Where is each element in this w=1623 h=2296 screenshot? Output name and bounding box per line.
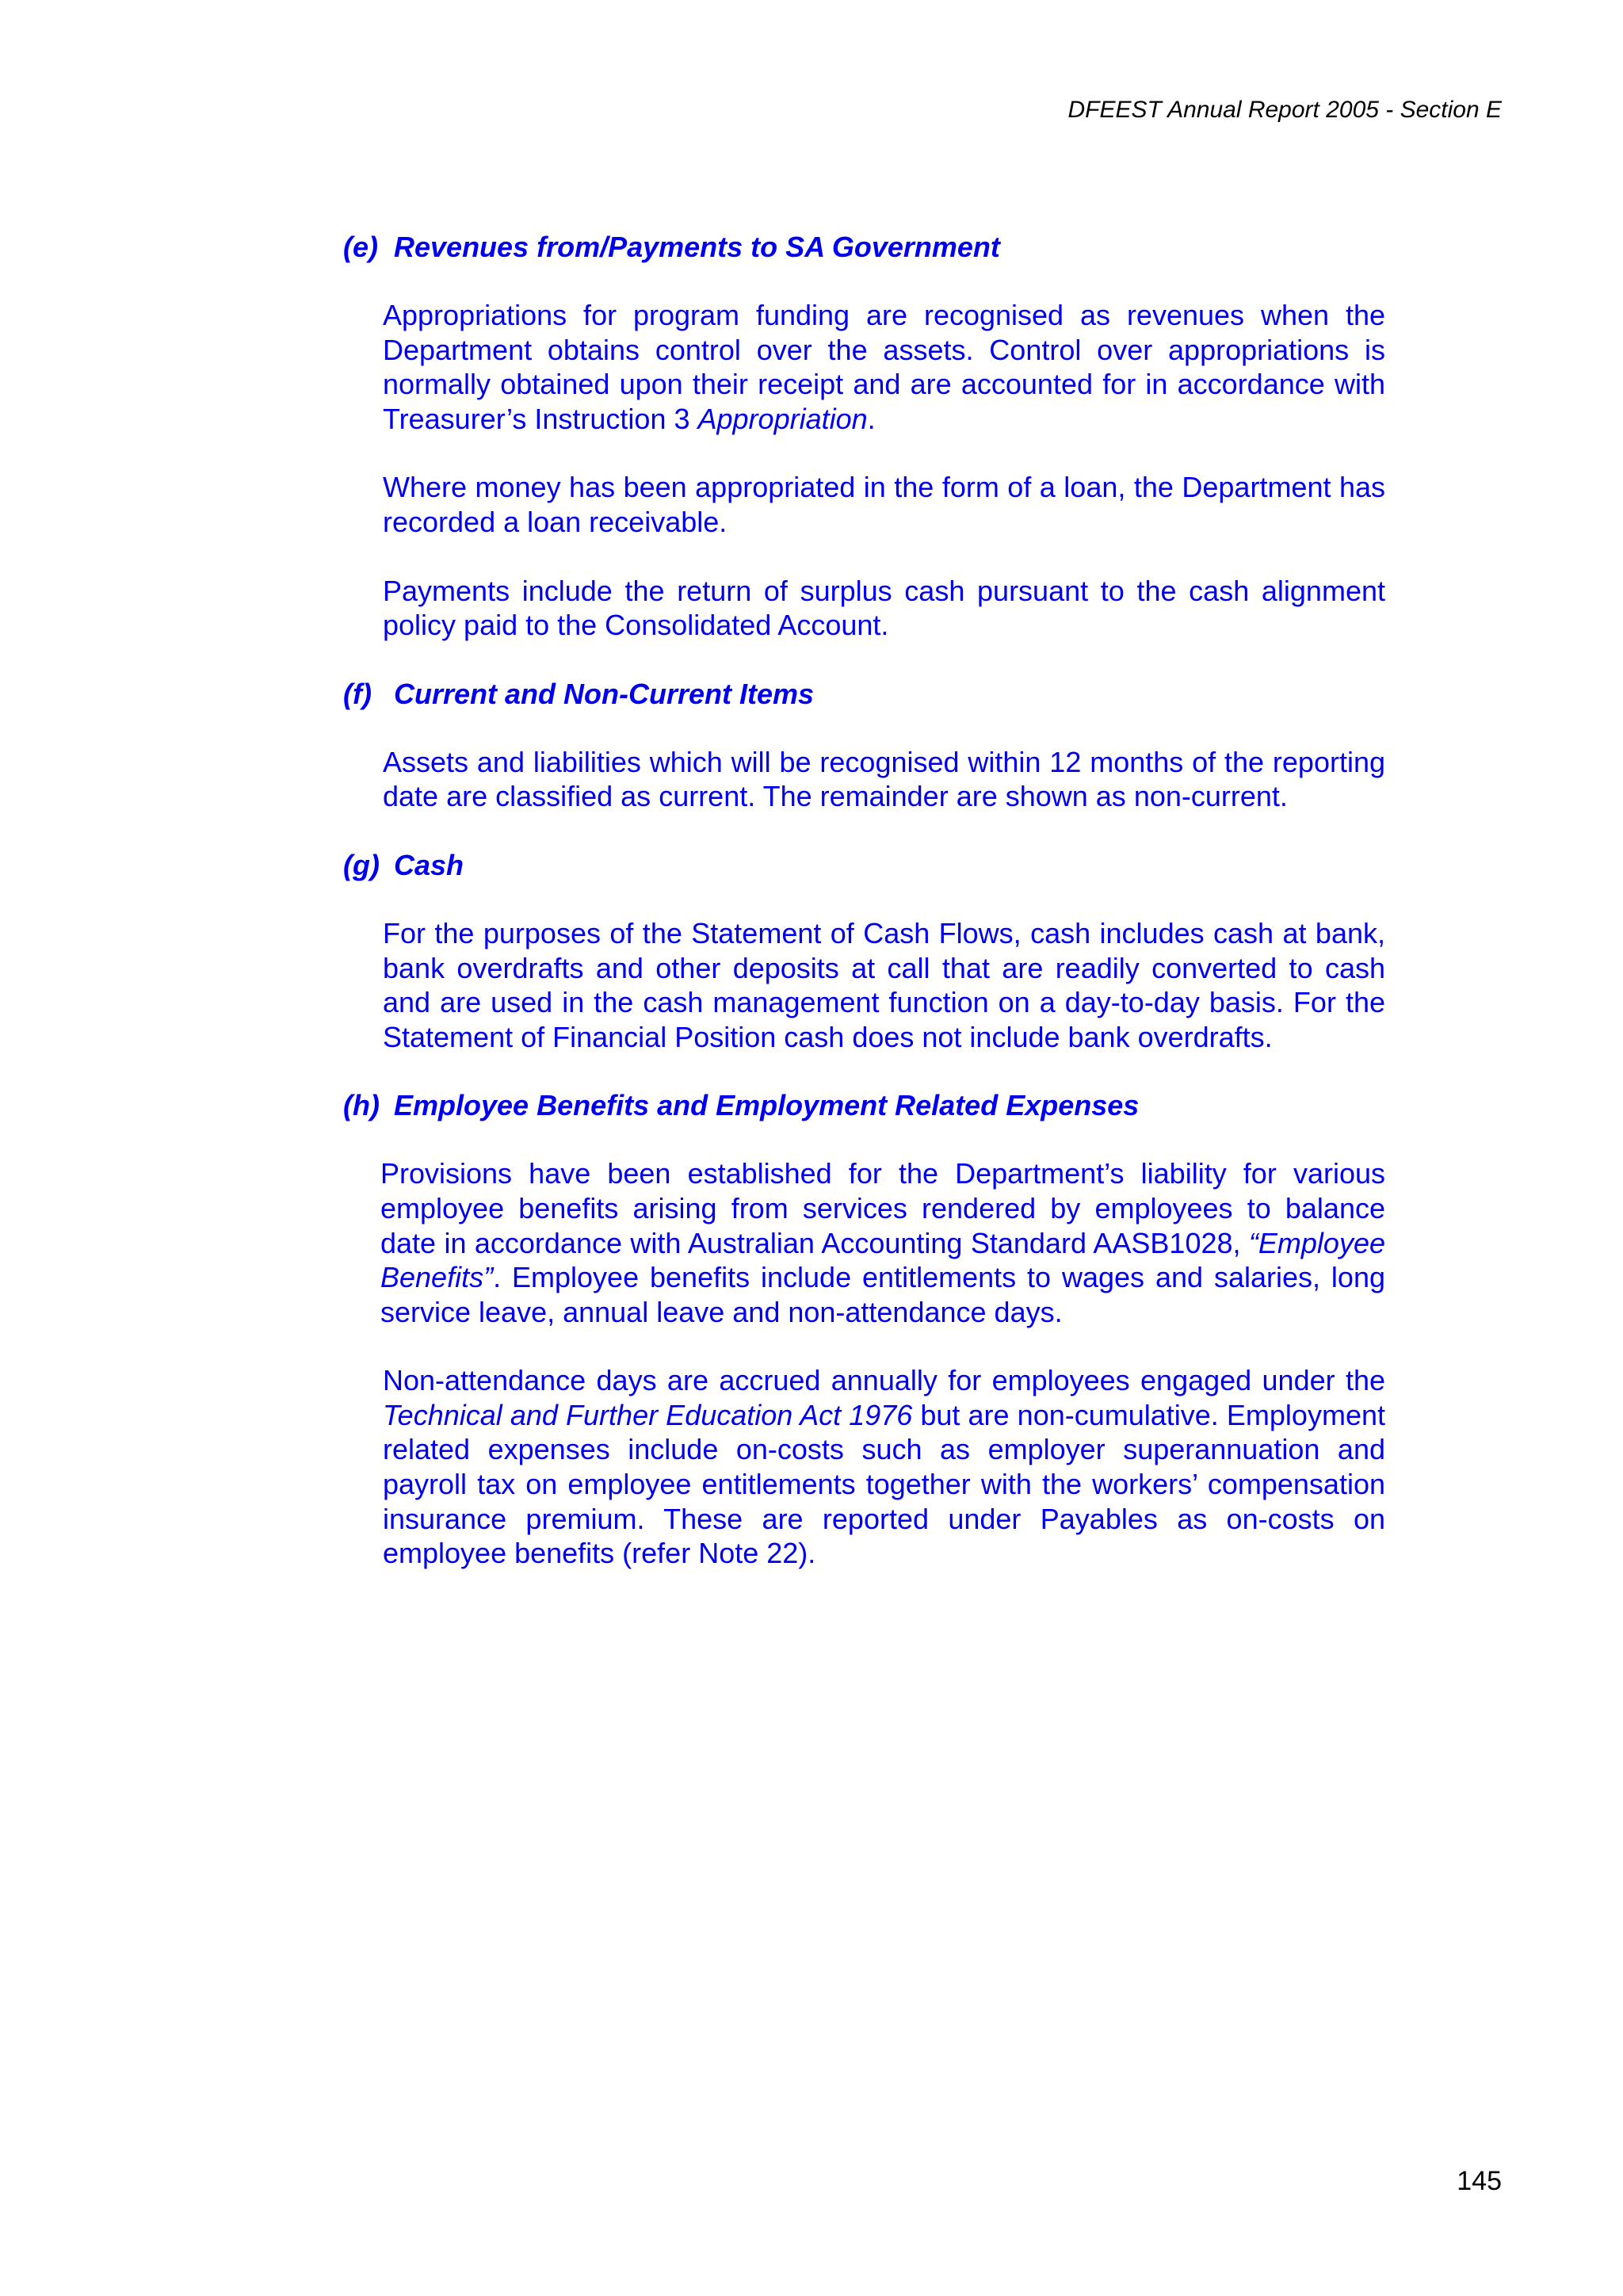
section-letter: (e) [343, 231, 378, 263]
section-heading [343, 230, 1385, 265]
section-title: Revenues from/Payments to SA Government [394, 231, 1000, 263]
section-heading [343, 848, 1385, 883]
page-number: 145 [1457, 2166, 1502, 2196]
text-segment: Provisions have been established for the Department’s liability for various employee benefits arising from services rendered by employees to balance date in accordance with Australian Accounting Standard AASB1028, [380, 1157, 1385, 1259]
section-f [343, 677, 1385, 814]
running-header: DFEEST Annual Report 2005 - Section E [1067, 97, 1502, 123]
text-segment: Payments include the return of surplus cash pursuant to the cash alignment policy paid to the Consolidated Account. [383, 574, 1385, 642]
text-segment: Assets and liabilities which will be recognised within 12 months of the reporting date are classified as current. The remainder are shown as non-current. [383, 745, 1385, 813]
body-paragraph [383, 298, 1385, 436]
section-h [343, 1088, 1385, 1571]
body-paragraph [383, 470, 1385, 539]
text-segment: . Employee benefits include entitlements to wages and salaries, long service leave, annual leave and non-attendance days. [380, 1261, 1385, 1328]
body-paragraph [383, 745, 1385, 814]
section-title: Current and Non-Current Items [394, 677, 815, 710]
section-heading [343, 1088, 1385, 1123]
body-paragraph [383, 916, 1385, 1054]
body-paragraph [383, 574, 1385, 643]
section-letter: (h) [343, 1089, 380, 1122]
text-segment: but are non-cumulative. Employment related expenses include on-costs such as employer superannuation and payroll tax on employee entitlements together with the workers’ compensation insurance premium. These are reported under Payables as on-costs on employee benefits (refer Note 22). [383, 1398, 1385, 1570]
notes-content [343, 230, 1385, 1605]
italic-text-segment: Technical and Further Education Act 1976 [383, 1398, 913, 1431]
italic-text-segment: “Employee Benefits” [380, 1226, 1385, 1294]
section-letter: (f) [343, 677, 372, 710]
text-segment: Non-attendance days are accrued annually for employees engaged under the [383, 1364, 1385, 1397]
text-segment: Where money has been appropriated in the form of a loan, the Department has recorded a loan receivable. [383, 471, 1385, 538]
section-title: Employee Benefits and Employment Related Expenses [394, 1089, 1140, 1122]
section-e [343, 230, 1385, 643]
section-heading [343, 677, 1385, 712]
text-segment: Appropriations for program funding are recognised as revenues when the Department obtains control over the assets. Control over appropriations is normally obtained upon their receipt and are accounted for in accordance with Treasurer’s Instruction 3 [383, 299, 1385, 435]
section-title: Cash [394, 848, 464, 881]
body-paragraph [380, 1156, 1385, 1329]
body-paragraph [383, 1363, 1385, 1571]
section-g [343, 848, 1385, 1054]
section-letter: (g) [343, 848, 380, 881]
text-segment: . [867, 402, 876, 435]
italic-text-segment: Appropriation [697, 402, 868, 435]
text-segment: For the purposes of the Statement of Cash Flows, cash includes cash at bank, bank overdrafts and other deposits at call that are readily converted to cash and are used in the cash management function on a day-to-day basis. For the Statement of Financial Position cash does not include bank overdrafts. [383, 916, 1385, 1053]
